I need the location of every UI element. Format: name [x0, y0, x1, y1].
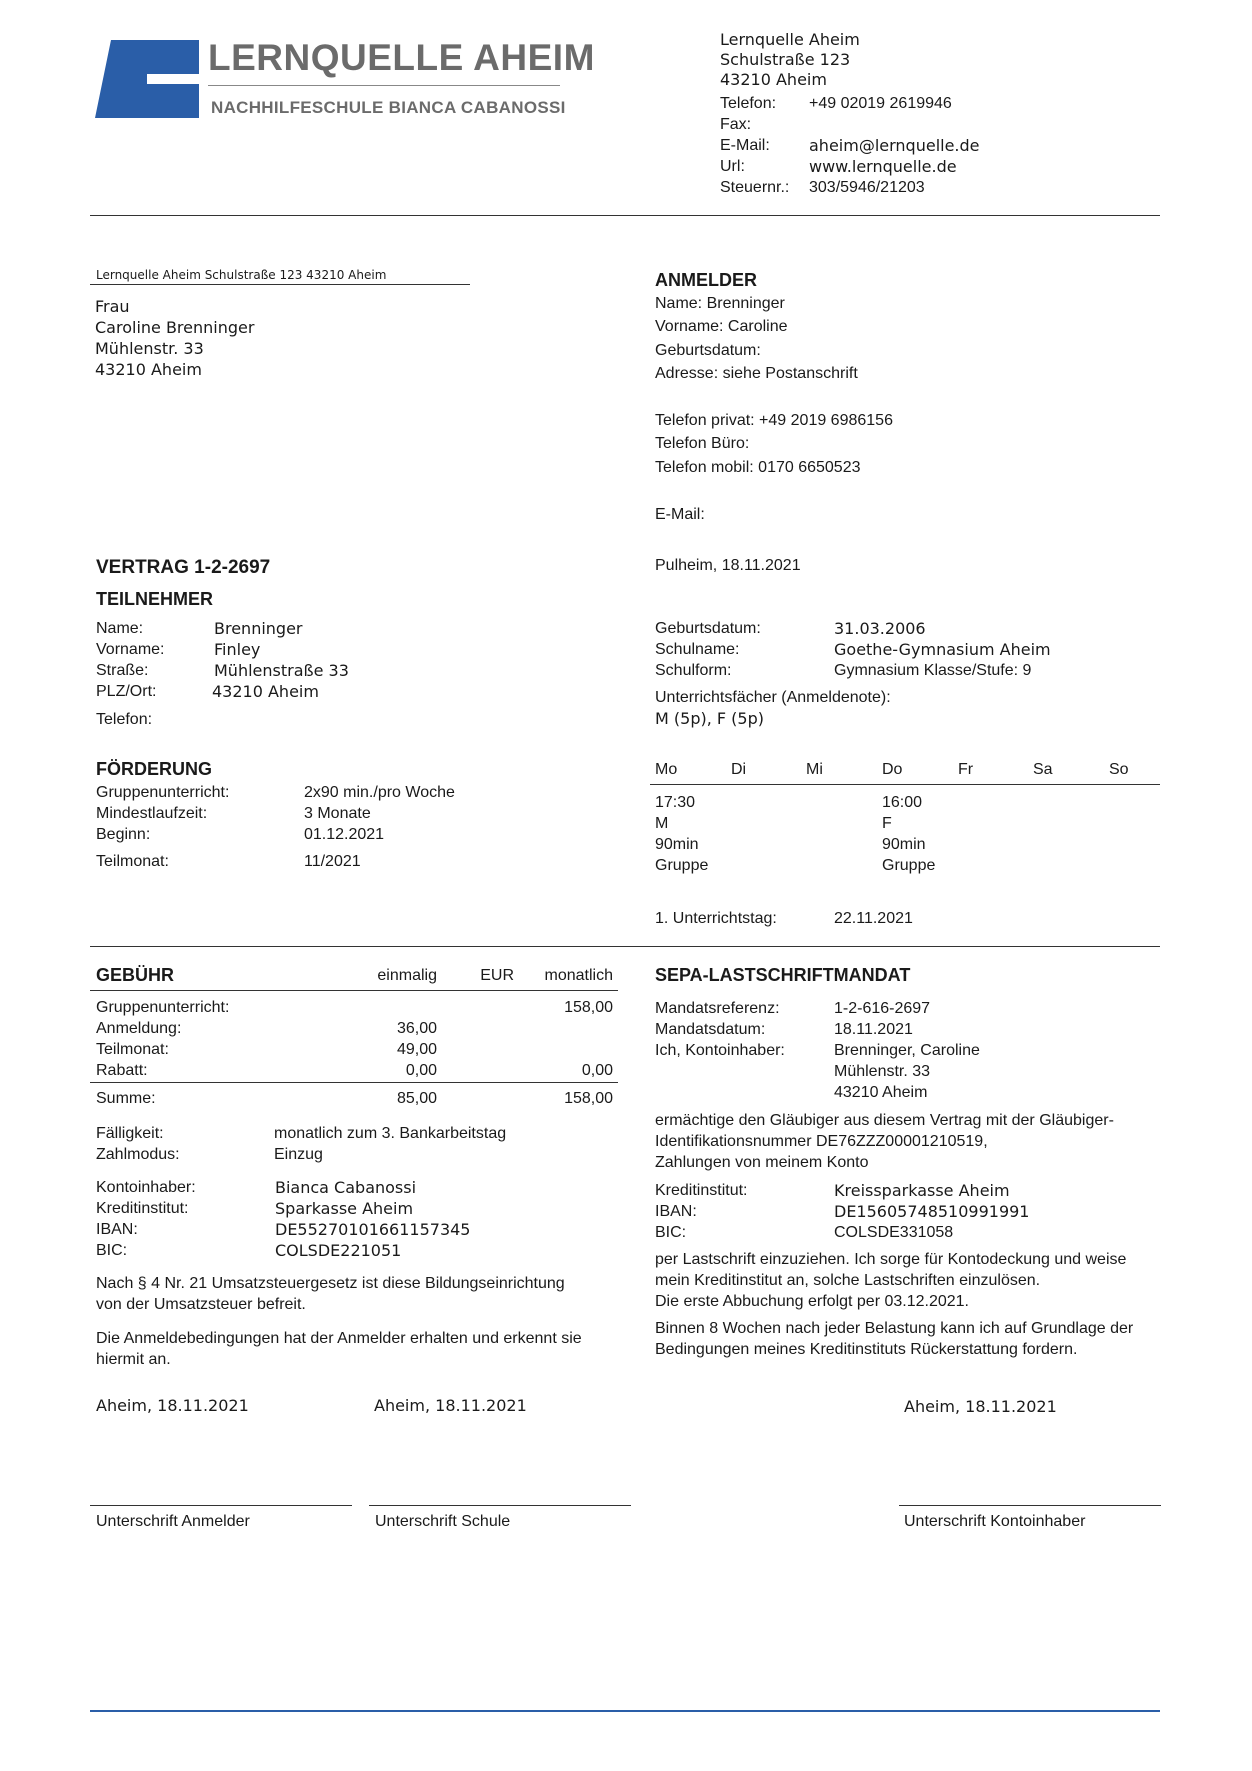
teilnehmer-value-vorname: Finley — [214, 640, 261, 659]
payment-label-faelligkeit: Fälligkeit: — [96, 1125, 164, 1142]
recipient-street: Mühlenstr. 33 — [95, 339, 204, 358]
fees-header-line — [90, 990, 618, 991]
fees-title: GEBÜHR — [96, 965, 175, 985]
payment-value-faelligkeit: monatlich zum 3. Bankarbeitstag — [274, 1125, 507, 1142]
signature-date-schule: Aheim, 18.11.2021 — [374, 1396, 527, 1415]
teilnehmer-title: TEILNEHMER — [96, 589, 213, 609]
fees-col-once: einmalig — [377, 967, 437, 984]
school-bank-label-holder: Kontoinhaber: — [96, 1179, 196, 1196]
signature-line-kontoinhaber[interactable] — [899, 1505, 1161, 1506]
brand-subtitle: NACHHILFESCHULE BIANCA CABANOSSI — [211, 98, 566, 117]
schedule-mo-subject: M — [655, 815, 669, 832]
fees-label-gruppe: Gruppenunterricht: — [96, 999, 230, 1016]
schedule-day-fr: Fr — [958, 761, 974, 778]
foerderung-label-teilmonat: Teilmonat: — [96, 853, 169, 870]
school-bank-label-bic: BIC: — [96, 1242, 128, 1259]
anmelder-tel-buero: Telefon Büro: — [655, 435, 750, 452]
sepa-label-holder: Ich, Kontoinhaber: — [655, 1042, 785, 1059]
school-bank-value-holder: Bianca Cabanossi — [275, 1178, 417, 1197]
tax-note-line-1: Nach § 4 Nr. 21 Umsatzsteuergesetz ist diese Bildungseinrichtung — [96, 1275, 565, 1292]
schedule-do-duration: 90min — [882, 836, 926, 853]
contract-title: VERTRAG 1-2-2697 — [96, 557, 271, 578]
sepa-label-ref: Mandatsreferenz: — [655, 1000, 780, 1017]
sepa-bank-label-bic: BIC: — [655, 1224, 687, 1241]
foerderung-value-beginn: 01.12.2021 — [304, 826, 385, 843]
sepa-text-7: Binnen 8 Wochen nach jeder Belastung kann ich auf Grundlage der — [655, 1320, 1134, 1337]
fees-once-anmeldung: 36,00 — [396, 1020, 437, 1037]
school-bank-label-institute: Kreditinstitut: — [96, 1200, 189, 1217]
schedule-day-sa: Sa — [1033, 761, 1053, 778]
schedule-mo-type: Gruppe — [655, 857, 709, 874]
teilnehmer-value-plzort: 43210 Aheim — [212, 682, 319, 701]
anmelder-title: ANMELDER — [655, 270, 757, 290]
first-lesson-label: 1. Unterrichtstag: — [655, 910, 777, 927]
sepa-bank-value-bic: COLSDE331058 — [834, 1224, 954, 1241]
fees-monthly-rabatt: 0,00 — [581, 1062, 613, 1079]
first-lesson-value: 22.11.2021 — [834, 910, 913, 927]
fees-label-rabatt: Rabatt: — [96, 1062, 148, 1079]
student-label-schulform: Schulform: — [655, 662, 732, 679]
header-divider — [90, 215, 1160, 216]
sepa-text-6: Die erste Abbuchung erfolgt per 03.12.2021. — [655, 1293, 969, 1310]
school-city: 43210 Aheim — [720, 70, 827, 89]
anmelder-tel-privat: Telefon privat: +49 2019 6986156 — [655, 412, 893, 429]
schedule-mo-time: 17:30 — [655, 794, 696, 811]
brand-divider — [208, 85, 560, 86]
school-name: Lernquelle Aheim — [720, 30, 860, 49]
teilnehmer-value-strasse: Mühlenstraße 33 — [214, 661, 349, 680]
logo-mark — [95, 40, 199, 118]
student-value-geburtsdatum: 31.03.2006 — [834, 619, 926, 638]
sender-line: Lernquelle Aheim Schulstraße 123 43210 Aheim — [96, 268, 387, 282]
fees-sum-line — [90, 1082, 618, 1083]
fees-label-anmeldung: Anmeldung: — [96, 1020, 182, 1037]
contact-value-taxno: 303/5946/21203 — [809, 179, 925, 196]
sepa-value-ref: 1-2-616-2697 — [834, 1000, 931, 1017]
school-bank-label-iban: IBAN: — [96, 1221, 138, 1238]
fees-label-sum: Summe: — [96, 1090, 156, 1107]
contact-label-phone: Telefon: — [720, 95, 777, 112]
school-bank-value-iban: DE55270101661157345 — [275, 1220, 471, 1239]
schedule-day-mi: Mi — [806, 761, 823, 778]
contact-label-fax: Fax: — [720, 116, 752, 133]
teilnehmer-value-name: Brenninger — [214, 619, 303, 638]
anmelder-tel-mobil: Telefon mobil: 0170 6650523 — [655, 459, 861, 476]
teilnehmer-label-name: Name: — [96, 620, 144, 637]
fees-once-sum: 85,00 — [396, 1090, 437, 1107]
teilnehmer-label-plzort: PLZ/Ort: — [96, 683, 157, 700]
fees-once-rabatt: 0,00 — [405, 1062, 437, 1079]
anmelder-adresse: Adresse: siehe Postanschrift — [655, 365, 858, 382]
section-divider — [90, 946, 1160, 947]
schedule-do-time: 16:00 — [882, 794, 923, 811]
signature-label-anmelder: Unterschrift Anmelder — [96, 1513, 250, 1530]
fees-once-teilmonat: 49,00 — [396, 1041, 437, 1058]
contact-label-taxno: Steuernr.: — [720, 179, 790, 196]
sepa-title: SEPA-LASTSCHRIFTMANDAT — [655, 965, 911, 985]
sepa-bank-value-institute: Kreissparkasse Aheim — [834, 1181, 1010, 1200]
brand-name: LERNQUELLE AHEIM — [208, 37, 595, 78]
sepa-value-holder: Brenninger, Caroline — [834, 1042, 980, 1059]
signature-line-anmelder[interactable] — [90, 1505, 352, 1506]
school-bank-value-institute: Sparkasse Aheim — [275, 1199, 414, 1218]
foerderung-value-gruppe: 2x90 min./pro Woche — [304, 784, 455, 801]
signature-date-kontoinhaber: Aheim, 18.11.2021 — [904, 1397, 1057, 1416]
sepa-bank-value-iban: DE15605748510991991 — [834, 1202, 1030, 1221]
contact-value-email[interactable]: aheim@lernquelle.de — [809, 136, 980, 155]
sepa-text-4: per Lastschrift einzuziehen. Ich sorge für Kontodeckung und weise — [655, 1251, 1127, 1268]
payment-value-zahlmodus: Einzug — [274, 1146, 323, 1163]
fees-label-teilmonat: Teilmonat: — [96, 1041, 169, 1058]
sender-underline — [90, 284, 470, 285]
sepa-text-1: ermächtige den Gläubiger aus diesem Vertrag mit der Gläubiger- — [655, 1112, 1114, 1129]
schedule-mo-duration: 90min — [655, 836, 699, 853]
student-value-schulform: Gymnasium Klasse/Stufe: 9 — [834, 662, 1032, 679]
fees-monthly-sum: 158,00 — [564, 1090, 613, 1107]
sepa-bank-label-iban: IBAN: — [655, 1203, 697, 1220]
contact-value-url[interactable]: www.lernquelle.de — [809, 157, 957, 176]
schedule-do-subject: F — [882, 815, 892, 832]
recipient-city: 43210 Aheim — [95, 360, 202, 379]
schedule-header-line — [650, 784, 1160, 785]
contact-label-email: E-Mail: — [720, 137, 770, 154]
teilnehmer-label-telefon: Telefon: — [96, 711, 153, 728]
schedule-do-type: Gruppe — [882, 857, 936, 874]
foerderung-label-laufzeit: Mindestlaufzeit: — [96, 805, 208, 822]
terms-line-1: Die Anmeldebedingungen hat der Anmelder erhalten und erkennt sie — [96, 1330, 582, 1347]
sepa-text-2: Identifikationsnummer DE76ZZZ00001210519, — [655, 1133, 988, 1150]
sepa-bank-label-institute: Kreditinstitut: — [655, 1182, 748, 1199]
anmelder-email: E-Mail: — [655, 506, 705, 523]
anmelder-name: Name: Brenninger — [655, 295, 785, 312]
teilnehmer-label-vorname: Vorname: — [96, 641, 165, 658]
foerderung-label-gruppe: Gruppenunterricht: — [96, 784, 230, 801]
contact-value-phone: +49 02019 2619946 — [809, 95, 952, 112]
sepa-holder-street: Mühlenstr. 33 — [834, 1063, 931, 1080]
schedule-day-mo: Mo — [655, 761, 678, 778]
terms-line-2: hiermit an. — [96, 1351, 171, 1368]
recipient-name: Caroline Brenninger — [95, 318, 255, 337]
anmelder-vorname: Vorname: Caroline — [655, 318, 788, 335]
schedule-day-so: So — [1109, 761, 1129, 778]
subjects-value: M (5p), F (5p) — [655, 709, 764, 728]
fees-col-currency: EUR — [480, 967, 514, 984]
anmelder-geburtsdatum: Geburtsdatum: — [655, 342, 761, 359]
sepa-holder-city: 43210 Aheim — [834, 1084, 928, 1101]
sepa-label-date: Mandatsdatum: — [655, 1021, 766, 1038]
sepa-value-date: 18.11.2021 — [834, 1021, 913, 1038]
foerderung-label-beginn: Beginn: — [96, 826, 151, 843]
sepa-text-8: Bedingungen meines Kreditinstituts Rückerstattung fordern. — [655, 1341, 1078, 1358]
schedule-day-di: Di — [731, 761, 747, 778]
signature-label-kontoinhaber: Unterschrift Kontoinhaber — [904, 1513, 1086, 1530]
tax-note-line-2: von der Umsatzsteuer befreit. — [96, 1296, 306, 1313]
teilnehmer-label-strasse: Straße: — [96, 662, 149, 679]
fees-monthly-gruppe: 158,00 — [564, 999, 613, 1016]
foerderung-title: FÖRDERUNG — [96, 759, 212, 779]
signature-label-schule: Unterschrift Schule — [375, 1513, 511, 1530]
foerderung-value-laufzeit: 3 Monate — [304, 805, 371, 822]
anmelder-place-date: Pulheim, 18.11.2021 — [655, 557, 801, 574]
signature-date-anmelder: Aheim, 18.11.2021 — [96, 1396, 249, 1415]
schedule-day-do: Do — [882, 761, 903, 778]
signature-line-schule[interactable] — [369, 1505, 631, 1506]
recipient-salutation: Frau — [95, 297, 130, 316]
student-label-schulname: Schulname: — [655, 641, 740, 658]
sepa-text-3: Zahlungen von meinem Konto — [655, 1154, 869, 1171]
school-bank-value-bic: COLSDE221051 — [275, 1241, 402, 1260]
sepa-text-5: mein Kreditinstitut an, solche Lastschriften einzulösen. — [655, 1272, 1041, 1289]
fees-col-monthly: monatlich — [544, 967, 613, 984]
footer-line — [90, 1710, 1160, 1712]
foerderung-value-teilmonat: 11/2021 — [304, 853, 361, 870]
payment-label-zahlmodus: Zahlmodus: — [96, 1146, 180, 1163]
student-label-geburtsdatum: Geburtsdatum: — [655, 620, 761, 637]
subjects-label: Unterrichtsfächer (Anmeldenote): — [655, 689, 891, 706]
student-value-schulname: Goethe-Gymnasium Aheim — [834, 640, 1051, 659]
contact-label-url: Url: — [720, 158, 745, 175]
school-street: Schulstraße 123 — [720, 50, 851, 69]
